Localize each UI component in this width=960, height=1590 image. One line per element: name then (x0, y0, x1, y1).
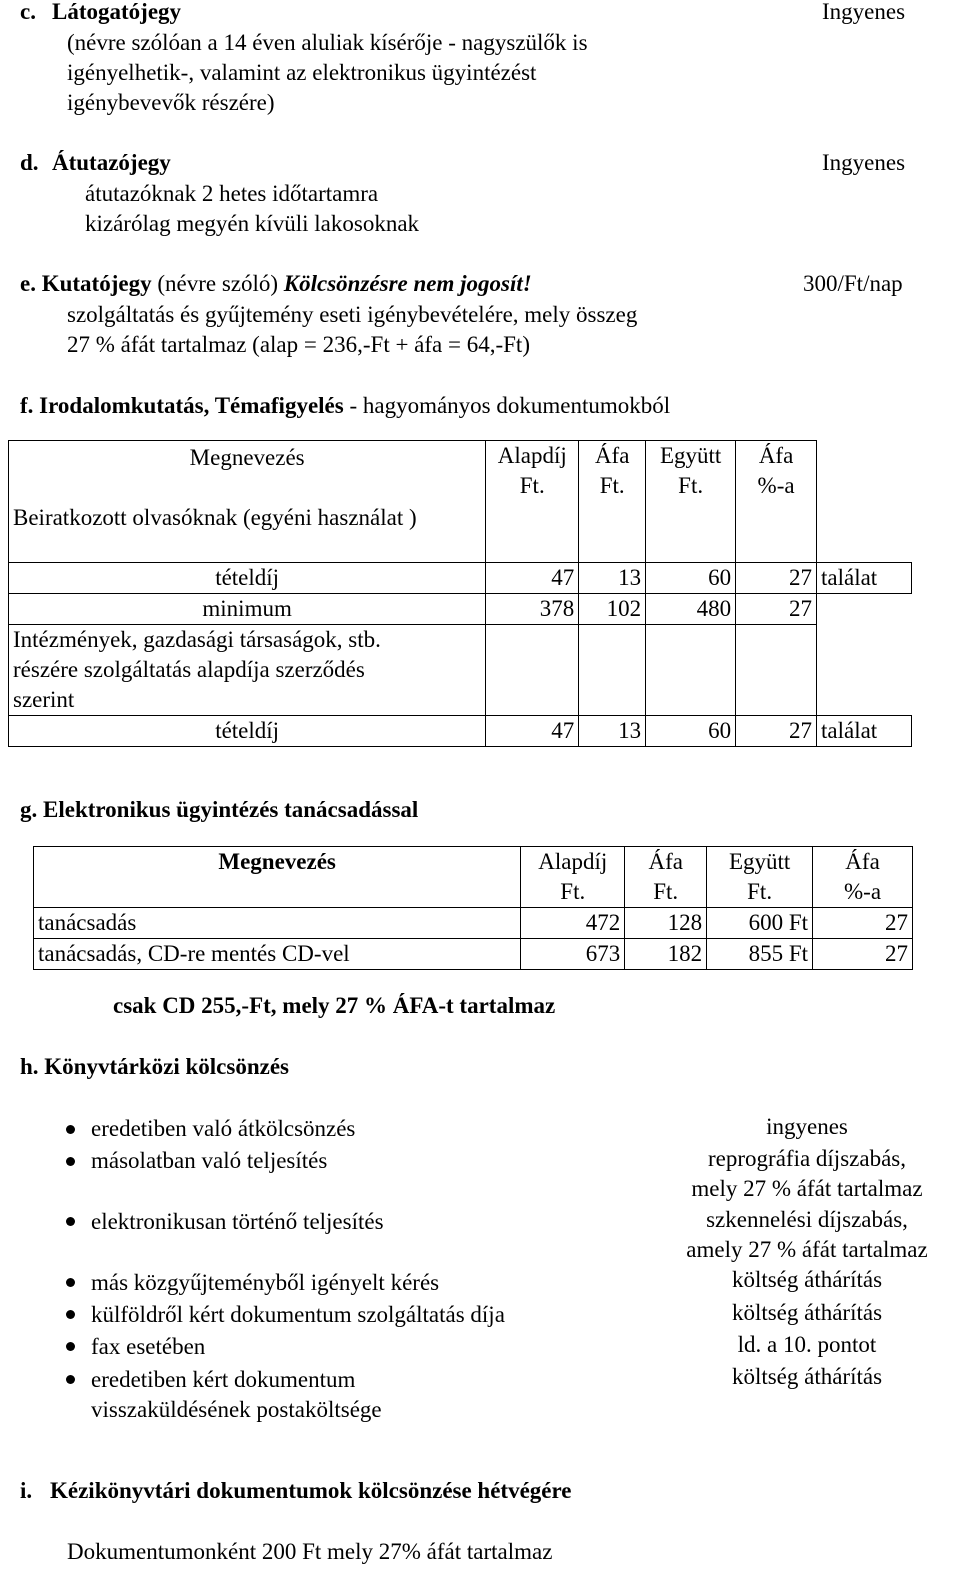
cell-total: 60 (646, 716, 736, 747)
section-g-title: Elektronikus ügyintézés tanácsadással (43, 797, 419, 822)
table-row (9, 441, 912, 563)
table-g (33, 846, 913, 970)
header-cell (9, 441, 486, 563)
list-item: másolatban való teljesítés (91, 1148, 328, 1173)
section-e-note: Kölcsönzésre nem jogosít! (283, 271, 532, 296)
bullet-icon (66, 1125, 75, 1134)
price-text: amely 27 % áfát tartalmaz (686, 1237, 928, 1262)
bullet-icon (66, 1278, 75, 1287)
empty-cell (817, 441, 912, 563)
cell-name: tanácsadás, CD-re mentés CD-vel (34, 939, 521, 970)
cell-name: tanácsadás (34, 908, 521, 939)
cell-vat: 128 (625, 908, 707, 939)
cell-base: 472 (521, 908, 625, 939)
bullet-icon (66, 1342, 75, 1351)
price-text: mely 27 % áfát tartalmaz (691, 1176, 923, 1201)
group-line: szerint (13, 687, 75, 712)
list-item: elektronikusan történő teljesítés (91, 1209, 384, 1234)
section-i-letter: i. (20, 1478, 33, 1503)
cell-rate: 27 (736, 563, 817, 594)
section-h-letter: h. (20, 1054, 39, 1079)
section-e-line: szolgáltatás és gyűjtemény eseti igénybevételére, mely összeg (67, 302, 638, 327)
section-d-line: kizárólag megyén kívüli lakosoknak (85, 211, 420, 236)
list-item: eredetiben való átkölcsönzés (91, 1116, 356, 1141)
header-rate: Áfa (758, 443, 794, 468)
section-f-title: Irodalomkutatás, Témafigyelés (39, 393, 344, 418)
cell-rate: 27 (736, 716, 817, 747)
table-row (9, 716, 912, 747)
section-d-line: átutazóknak 2 hetes időtartamra (85, 181, 379, 206)
empty-cell (817, 594, 912, 625)
header-base: Alapdíj (538, 849, 608, 874)
section-e-line: 27 % áfát tartalmaz (alap = 236,-Ft + áfa = 64,-Ft) (67, 332, 530, 357)
header-cell (521, 847, 625, 908)
header-cell (707, 847, 813, 908)
section-d-price: Ingyenes (822, 150, 906, 175)
header-total-unit: Ft. (678, 473, 704, 498)
cell-base: 378 (486, 594, 579, 625)
cell-total: 855 Ft (707, 939, 813, 970)
price-text: szkennelési díjszabás, (706, 1207, 908, 1232)
table-row (34, 908, 913, 939)
cell-rate: 27 (813, 939, 913, 970)
price-text: költség áthárítás (731, 1300, 883, 1325)
cell-name: tételdíj (9, 563, 486, 594)
header-base: Alapdíj (497, 443, 567, 468)
section-g-note: csak CD 255,-Ft, mely 27 % ÁFA-t tartalmaz (113, 993, 556, 1018)
table-row (9, 563, 912, 594)
cell-total: 60 (646, 563, 736, 594)
cell-base: 673 (521, 939, 625, 970)
section-f-letter: f. (20, 393, 34, 418)
section-e-title: Kutatójegy (41, 271, 152, 296)
list-item: fax esetében (91, 1334, 206, 1359)
group-line: részére szolgáltatás alapdíja szerződés (13, 657, 365, 682)
cell-total: 480 (646, 594, 736, 625)
section-e-letter: e. (20, 271, 36, 296)
bullet-icon (66, 1310, 75, 1319)
section-f-title-rest: - hagyományos dokumentumokból (343, 393, 671, 418)
section-c-price: Ingyenes (822, 0, 906, 24)
header-vat-unit: Ft. (653, 879, 679, 904)
price-text: ingyenes (766, 1114, 848, 1139)
list-item: eredetiben kért dokumentum (91, 1367, 356, 1392)
empty-cell (486, 625, 579, 716)
empty-cell (817, 625, 912, 716)
header-vat: Áfa (594, 443, 630, 468)
header-base-unit: Ft. (519, 473, 545, 498)
empty-cell (736, 625, 817, 716)
table-row (9, 625, 912, 716)
section-h-heading (20, 1052, 289, 1082)
cell-base: 47 (486, 716, 579, 747)
empty-cell (579, 625, 646, 716)
header-vat-unit: Ft. (599, 473, 625, 498)
header-cell (646, 441, 736, 563)
list-item: más közgyűjteményből igényelt kérés (91, 1270, 440, 1295)
section-d-title: Átutazójegy (52, 150, 171, 175)
section-i-title: Kézikönyvtári dokumentumok kölcsönzése hétvégére (50, 1478, 572, 1503)
bullet-icon (66, 1217, 75, 1226)
header-rate: Áfa (845, 849, 880, 874)
header-total-unit: Ft. (747, 879, 773, 904)
list-item: külföldről kért dokumentum szolgáltatás díja (91, 1302, 505, 1327)
bullet-icon (66, 1157, 75, 1166)
section-e-title-rest: (névre szóló) (151, 271, 284, 296)
section-c-line: igényelhetik-, valamint az elektronikus ügyintézést (67, 60, 537, 85)
cell-vat: 182 (625, 939, 707, 970)
table-f (8, 440, 912, 747)
table-row (34, 847, 913, 908)
section-d-letter: d. (20, 150, 39, 175)
list-item-continuation: visszaküldésének postaköltsége (91, 1397, 382, 1422)
table-row (34, 939, 913, 970)
group-cell (9, 625, 486, 716)
group-label: Beiratkozott olvasóknak (egyéni használat ) (13, 505, 417, 530)
table-row (9, 594, 912, 625)
section-f-heading (20, 391, 670, 421)
price-text: költség áthárítás (731, 1267, 883, 1292)
header-rate-unit: %-a (757, 473, 795, 498)
section-e-heading (20, 269, 532, 299)
header-cell (813, 847, 913, 908)
cell-rate: 27 (813, 908, 913, 939)
header-base-unit: Ft. (560, 879, 586, 904)
header-name: Megnevezés (189, 445, 305, 470)
cell-total: 600 Ft (707, 908, 813, 939)
cell-rate: 27 (736, 594, 817, 625)
header-total: Együtt (659, 443, 722, 468)
cell-vat: 13 (579, 716, 646, 747)
header-total: Együtt (728, 849, 791, 874)
cell-unit: találat (817, 563, 912, 594)
header-cell (34, 847, 521, 908)
section-g-heading (20, 795, 418, 825)
header-cell (579, 441, 646, 563)
section-g-letter: g. (20, 797, 38, 822)
section-c-line: (névre szólóan a 14 éven aluliak kísérője - nagyszülők is (67, 30, 588, 55)
section-c-letter: c. (20, 0, 36, 24)
section-c-line: igénybevevők részére) (67, 90, 275, 115)
price-text: ld. a 10. pontot (737, 1332, 877, 1357)
header-name: Megnevezés (218, 849, 336, 874)
price-text: reprográfia díjszabás, (708, 1146, 906, 1171)
section-h-title: Könyvtárközi kölcsönzés (44, 1054, 289, 1079)
header-rate-unit: %-a (844, 879, 882, 904)
header-cell (625, 847, 707, 908)
price-text: költség áthárítás (731, 1364, 883, 1389)
cell-name: tételdíj (9, 716, 486, 747)
cell-unit: találat (817, 716, 912, 747)
cell-name: minimum (9, 594, 486, 625)
header-vat: Áfa (648, 849, 683, 874)
section-e-price: 300/Ft/nap (803, 271, 903, 296)
section-i-text: Dokumentumonként 200 Ft mely 27% áfát tartalmaz (67, 1539, 553, 1564)
cell-base: 47 (486, 563, 579, 594)
cell-vat: 102 (579, 594, 646, 625)
section-c-title: Látogatójegy (52, 0, 182, 24)
cell-vat: 13 (579, 563, 646, 594)
header-cell (736, 441, 817, 563)
group-line: Intézmények, gazdasági társaságok, stb. (13, 627, 381, 652)
empty-cell (646, 625, 736, 716)
header-cell (486, 441, 579, 563)
bullet-icon (66, 1375, 75, 1384)
